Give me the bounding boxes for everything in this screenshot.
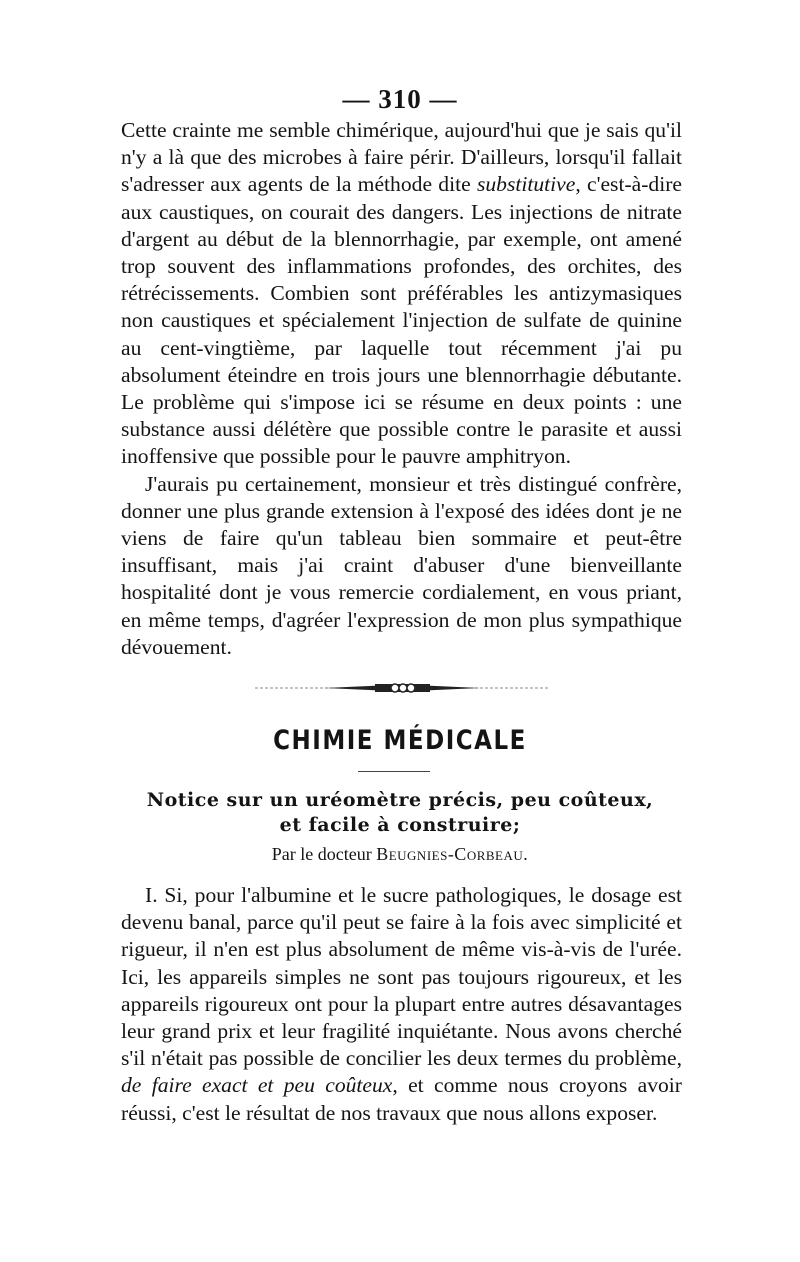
- ornamental-divider: [255, 680, 550, 696]
- byline-author: Beugnies-Corbeau.: [376, 844, 529, 864]
- section-title: CHIMIE MÉDICALE: [273, 726, 527, 756]
- paragraph-crainte: [121, 117, 682, 471]
- page-number: — 310 —: [342, 84, 458, 114]
- byline-prefix: Par le docteur: [271, 844, 377, 864]
- article-title-line1: Notice sur un uréomètre précis, peu coûteux,: [146, 789, 654, 811]
- paragraph-crainte-part1: Cette crainte me semble chimérique, aujourd'hui que je sais qu'il n'y a là que des microbes à faire périr. D'ailleurs, lorsqu'il fallait s'adresser aux agents de la méthode dite: [121, 118, 682, 197]
- paragraph-crainte-part2: , c'est-à-dire aux caustiques, on courait des dangers. Les injections de nitrate d'argent au début de la blennorrhagie, par exemple, ont amené trop souvent des inflammations profondes, des orchites, des rétrécissements. Combien sont préférables les antizymasiques non caustiques et spécialement l'injection de sulfate de quinine au cent-vingtième, par laquelle tout récemment j'ai pu absolument éteindre en trois jours une blennorrhagie débutante. Le problème qui s'impose ici se résume en deux points : une substance aussi délétère que possible contre le parasite et aussi inoffensive que possible pour le pauvre amphitryon.: [121, 172, 682, 469]
- paragraph-closing: J'aurais pu certainement, monsieur et très distingué confrère, donner une plus grande extension à l'exposé des idées dont je ne viens de faire qu'un tableau bien sommaire et peut-être insuffisant, mais j'ai craint d'abuser d'une bienveillante hospitalité dont je vous remercie cordialement, en vous priant, en même temps, d'agréer l'expression de mon plus sympathique dévouement.: [121, 471, 682, 659]
- title-rule: [358, 771, 430, 772]
- paragraph-section-one-end: , et comme nous croyons avoir réussi, c'est le résultat de nos travaux que nous allons exposer.: [121, 1073, 682, 1125]
- letter-body: [121, 117, 682, 661]
- article-body: [121, 882, 682, 1127]
- paragraph-crainte-italic: substitutive: [476, 172, 576, 197]
- paragraph-section-one: [121, 882, 682, 1127]
- byline: [0, 844, 800, 865]
- paragraph-section-one-italic: de faire exact et peu coûteux: [121, 1073, 393, 1098]
- article-title-line2: et facile à construire;: [279, 814, 521, 836]
- paragraph-section-one-start: I. Si, pour l'albumine et le sucre pathologiques, le dosage est devenu banal, parce qu'il peut se faire à la fois avec simplicité et rigueur, il n'en est plus absolument de même vis-à-vis de l'urée. Ici, les appareils simples ne sont pas toujours rigoureux, et les appareils rigoureux ont pour la plupart entre autres désavantages leur grand prix et leur fragilité inquiétante. Nous avons cherché s'il n'était pas possible de concilier les deux termes du problème,: [121, 883, 682, 1071]
